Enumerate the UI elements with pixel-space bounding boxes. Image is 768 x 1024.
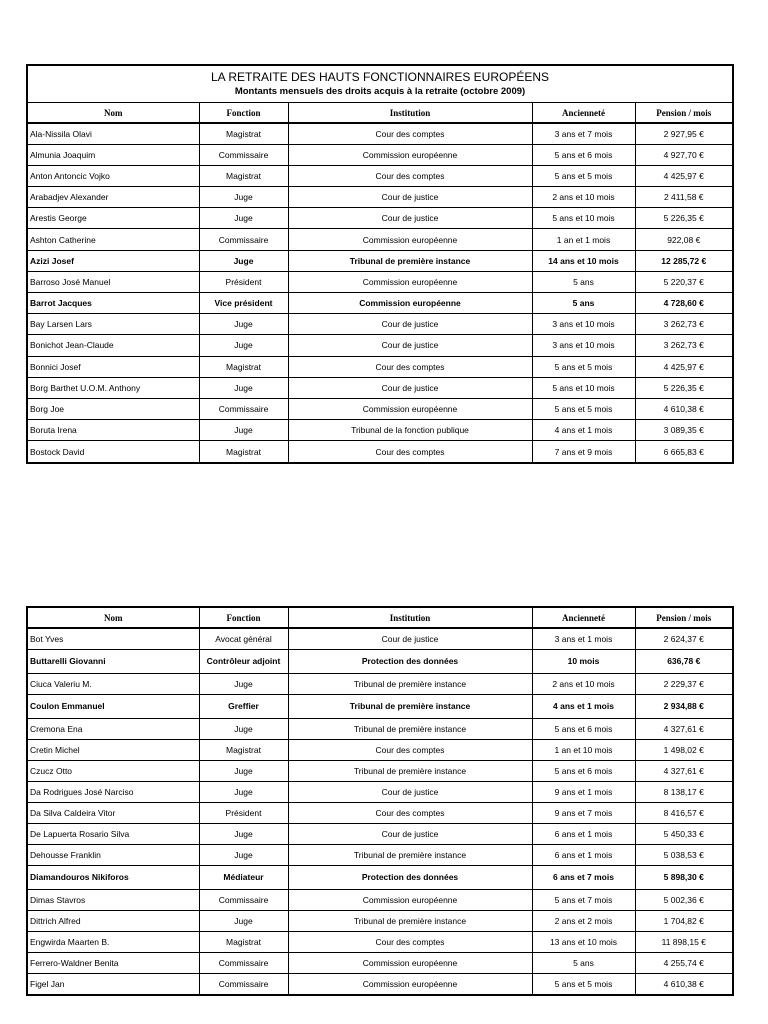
table-row: [28, 889, 732, 910]
cell-nom: Dehousse Franklin: [28, 844, 199, 865]
cell-anciennete: 5 ans et 6 mois: [532, 718, 635, 739]
cell-fonction: Magistrat: [199, 165, 288, 186]
cell-fonction: Juge: [199, 823, 288, 844]
cell-pension: 3 262,73 €: [635, 314, 732, 335]
cell-nom: Cremona Ena: [28, 718, 199, 739]
table-2-container: [26, 606, 734, 996]
cell-pension: 2 927,95 €: [635, 123, 732, 144]
table-row: [28, 250, 732, 271]
cell-fonction: Magistrat: [199, 931, 288, 952]
cell-institution: Commission européenne: [288, 889, 532, 910]
cell-pension: 4 425,97 €: [635, 356, 732, 377]
cell-anciennete: 9 ans et 1 mois: [532, 781, 635, 802]
cell-fonction: Magistrat: [199, 356, 288, 377]
cell-anciennete: 3 ans et 1 mois: [532, 628, 635, 649]
table-row: [28, 187, 732, 208]
cell-pension: 2 624,37 €: [635, 628, 732, 649]
header-pension: Pension / mois: [635, 103, 732, 123]
cell-anciennete: 3 ans et 10 mois: [532, 314, 635, 335]
header-row: [28, 103, 732, 123]
cell-nom: Bot Yves: [30, 633, 64, 644]
cell-pension: 2 229,37 €: [635, 673, 732, 694]
cell-fonction: Juge: [199, 781, 288, 802]
cell-anciennete: 14 ans et 10 mois: [532, 250, 635, 271]
cell-institution: Commission européenne: [288, 952, 532, 973]
cell-fonction: Médiateur: [199, 865, 288, 889]
cell-fonction: Juge: [199, 208, 288, 229]
cell-fonction: Président: [199, 271, 288, 292]
cell-anciennete: 5 ans: [532, 293, 635, 314]
cell-fonction: Commissaire: [199, 952, 288, 973]
cell-anciennete: 5 ans et 6 mois: [532, 144, 635, 165]
cell-fonction: Juge: [199, 250, 288, 271]
cell-pension: 4 610,38 €: [635, 973, 732, 994]
table-row: [28, 293, 732, 314]
cell-anciennete: 3 ans et 10 mois: [532, 335, 635, 356]
table-row: [28, 649, 732, 673]
cell-pension: 2 934,88 €: [635, 694, 732, 718]
table-1-container: [26, 64, 734, 464]
cell-fonction: Vice président: [199, 293, 288, 314]
pension-table-1: [28, 103, 732, 462]
cell-nom: Engwirda Maarten B.: [28, 931, 199, 952]
cell-institution: Tribunal de première instance: [288, 760, 532, 781]
cell-anciennete: 5 ans et 10 mois: [532, 208, 635, 229]
cell-nom: Barrot Jacques: [28, 293, 199, 314]
cell-anciennete: 6 ans et 1 mois: [532, 844, 635, 865]
table-row: [28, 123, 732, 144]
cell-fonction: Commissaire: [199, 889, 288, 910]
cell-nom: Bonichot Jean-Claude: [28, 335, 199, 356]
cell-nom: De Lapuerta Rosario Silva: [28, 823, 199, 844]
cell-institution: Cour de justice: [288, 377, 532, 398]
cell-fonction: Juge: [199, 420, 288, 441]
cell-institution: Commission européenne: [288, 293, 532, 314]
cell-fonction: Greffier: [199, 694, 288, 718]
cell-pension: 1 704,82 €: [635, 910, 732, 931]
cell-fonction: Juge: [199, 844, 288, 865]
cell-pension: 6 665,83 €: [635, 441, 732, 462]
cell-institution: Cour de justice: [288, 628, 532, 649]
cell-nom: Bonnici Josef: [28, 356, 199, 377]
cell-fonction: Magistrat: [199, 123, 288, 144]
cell-pension: 4 255,74 €: [635, 952, 732, 973]
cell-pension: 922,08 €: [635, 229, 732, 250]
header-institution: Institution: [288, 608, 532, 628]
cell-institution: Commission européenne: [288, 144, 532, 165]
cell-fonction: Juge: [199, 760, 288, 781]
cell-nom: Barroso José Manuel: [28, 271, 199, 292]
cell-fonction: Commissaire: [199, 973, 288, 994]
table-row: [28, 377, 732, 398]
cell-institution: Protection des données: [288, 865, 532, 889]
cell-fonction: Avocat général: [199, 628, 288, 649]
table-row: [28, 271, 732, 292]
cell-fonction: Juge: [199, 673, 288, 694]
cell-pension: 8 416,57 €: [635, 802, 732, 823]
cell-nom: Da Silva Caldeira Vitor: [28, 802, 199, 823]
cell-institution: Cour des comptes: [288, 165, 532, 186]
pension-table-2: [28, 608, 732, 994]
cell-anciennete: 5 ans: [532, 271, 635, 292]
cell-nom: Borg Barthet U.O.M. Anthony: [28, 377, 199, 398]
cell-institution: Cour des comptes: [288, 441, 532, 462]
cell-pension: 5 038,53 €: [635, 844, 732, 865]
cell-anciennete: 5 ans et 5 mois: [532, 398, 635, 419]
cell-anciennete: 5 ans et 5 mois: [532, 973, 635, 994]
cell-institution: Cour de justice: [288, 314, 532, 335]
cell-pension: 5 226,35 €: [635, 377, 732, 398]
cell-nom: Dittrich Alfred: [28, 910, 199, 931]
header-anciennete: Ancienneté: [532, 608, 635, 628]
header-anciennete: Ancienneté: [532, 103, 635, 123]
table-1-body: [28, 123, 732, 462]
table-row: [28, 865, 732, 889]
cell-institution: Commission européenne: [288, 973, 532, 994]
cell-nom: Arabadjev Alexander: [28, 187, 199, 208]
cell-institution: Tribunal de première instance: [288, 844, 532, 865]
table-row: [28, 673, 732, 694]
cell-fonction: Juge: [199, 377, 288, 398]
cell-nom: Coulon Emmanuel: [28, 694, 199, 718]
cell-pension: 12 285,72 €: [635, 250, 732, 271]
table-row: [28, 628, 732, 649]
cell-anciennete: 10 mois: [532, 649, 635, 673]
cell-institution: Cour de justice: [288, 187, 532, 208]
table-row: [28, 802, 732, 823]
cell-pension: 5 450,33 €: [635, 823, 732, 844]
table-row: [28, 356, 732, 377]
cell-fonction: Magistrat: [199, 441, 288, 462]
cell-anciennete: 2 ans et 10 mois: [532, 673, 635, 694]
cell-pension: 4 327,61 €: [635, 718, 732, 739]
cell-fonction: Commissaire: [199, 229, 288, 250]
table-row: [28, 910, 732, 931]
cell-nom: Ferrero-Waldner Benita: [28, 952, 199, 973]
table-2-body: [28, 628, 732, 994]
cell-pension: 4 425,97 €: [635, 165, 732, 186]
cell-pension: 3 089,35 €: [635, 420, 732, 441]
table-row: [28, 314, 732, 335]
header-fonction: Fonction: [199, 608, 288, 628]
cell-institution: Cour de justice: [288, 781, 532, 802]
table-row: [28, 441, 732, 462]
cell-pension: 8 138,17 €: [635, 781, 732, 802]
cell-pension: 5 226,35 €: [635, 208, 732, 229]
cell-institution: Cour des comptes: [288, 123, 532, 144]
cell-institution: Protection des données: [288, 649, 532, 673]
cell-fonction: Président: [199, 802, 288, 823]
cell-nom: Azizi Josef: [28, 250, 199, 271]
header-pension: Pension / mois: [635, 608, 732, 628]
cell-nom: Ala-Nissila Olavi: [30, 128, 92, 139]
table-row: [28, 760, 732, 781]
cell-institution: Tribunal de première instance: [288, 694, 532, 718]
header-fonction: Fonction: [199, 103, 288, 123]
table-row: [28, 952, 732, 973]
table-row: [28, 931, 732, 952]
cell-fonction: Contrôleur adjoint: [199, 649, 288, 673]
cell-nom: Ciuca Valeriu M.: [28, 673, 199, 694]
cell-nom: Almunia Joaquim: [28, 144, 199, 165]
cell-fonction: Juge: [199, 910, 288, 931]
cell-pension: 4 610,38 €: [635, 398, 732, 419]
cell-pension: 636,78 €: [635, 649, 732, 673]
table-row: [28, 208, 732, 229]
cell-fonction: Juge: [199, 187, 288, 208]
cell-pension: 11 898,15 €: [635, 931, 732, 952]
cell-pension: 4 927,70 €: [635, 144, 732, 165]
title-block: [28, 66, 732, 103]
cell-anciennete: 2 ans et 10 mois: [532, 187, 635, 208]
table-row: [28, 973, 732, 994]
cell-pension: 3 262,73 €: [635, 335, 732, 356]
cell-nom: Figel Jan: [28, 973, 199, 994]
cell-institution: Cour de justice: [288, 823, 532, 844]
cell-nom: Borg Joe: [28, 398, 199, 419]
cell-nom: Dimas Stavros: [28, 889, 199, 910]
cell-fonction: Juge: [199, 314, 288, 335]
cell-institution: Tribunal de première instance: [288, 673, 532, 694]
cell-pension: 5 002,36 €: [635, 889, 732, 910]
cell-anciennete: 4 ans et 1 mois: [532, 420, 635, 441]
cell-institution: Cour des comptes: [288, 739, 532, 760]
cell-institution: Cour des comptes: [288, 802, 532, 823]
cell-institution: Cour de justice: [288, 208, 532, 229]
cell-institution: Tribunal de la fonction publique: [288, 420, 532, 441]
cell-nom: Czucz Otto: [28, 760, 199, 781]
cell-anciennete: 9 ans et 7 mois: [532, 802, 635, 823]
cell-nom: Cretin Michel: [28, 739, 199, 760]
cell-anciennete: 13 ans et 10 mois: [532, 931, 635, 952]
page-title: LA RETRAITE DES HAUTS FONCTIONNAIRES EUROPÉENS: [210, 70, 550, 84]
cell-pension: 5 898,30 €: [635, 865, 732, 889]
cell-anciennete: 5 ans et 6 mois: [532, 760, 635, 781]
cell-anciennete: 5 ans et 7 mois: [532, 889, 635, 910]
cell-nom: Arestis George: [28, 208, 199, 229]
cell-institution: Tribunal de première instance: [288, 250, 532, 271]
cell-fonction: Commissaire: [199, 144, 288, 165]
cell-pension: 1 498,02 €: [635, 739, 732, 760]
cell-anciennete: 1 an et 10 mois: [532, 739, 635, 760]
table-row: [28, 144, 732, 165]
cell-institution: Commission européenne: [288, 398, 532, 419]
cell-anciennete: 5 ans et 5 mois: [532, 165, 635, 186]
table-row: [28, 694, 732, 718]
cell-institution: Cour des comptes: [288, 931, 532, 952]
cell-anciennete: 4 ans et 1 mois: [532, 694, 635, 718]
page-subtitle: Montants mensuels des droits acquis à la retraite (octobre 2009): [234, 86, 526, 97]
cell-institution: Commission européenne: [288, 271, 532, 292]
table-row: [28, 335, 732, 356]
header-institution: Institution: [288, 103, 532, 123]
table-row: [28, 229, 732, 250]
cell-institution: Tribunal de première instance: [288, 910, 532, 931]
header-nom: Nom: [28, 103, 199, 123]
cell-institution: Cour des comptes: [288, 356, 532, 377]
cell-pension: 4 327,61 €: [635, 760, 732, 781]
table-row: [28, 398, 732, 419]
cell-institution: Tribunal de première instance: [288, 718, 532, 739]
cell-fonction: Commissaire: [199, 398, 288, 419]
cell-anciennete: 3 ans et 7 mois: [532, 123, 635, 144]
cell-fonction: Juge: [199, 335, 288, 356]
cell-anciennete: 5 ans: [532, 952, 635, 973]
cell-anciennete: 6 ans et 7 mois: [532, 865, 635, 889]
cell-pension: 4 728,60 €: [635, 293, 732, 314]
cell-anciennete: 7 ans et 9 mois: [532, 441, 635, 462]
cell-nom: Boruta Irena: [28, 420, 199, 441]
cell-pension: 2 411,58 €: [635, 187, 732, 208]
cell-anciennete: 2 ans et 2 mois: [532, 910, 635, 931]
table-row: [28, 781, 732, 802]
cell-nom: Bostock David: [28, 441, 199, 462]
cell-fonction: Juge: [199, 718, 288, 739]
cell-anciennete: 1 an et 1 mois: [532, 229, 635, 250]
cell-institution: Commission européenne: [288, 229, 532, 250]
cell-nom: Da Rodrigues José Narciso: [28, 781, 199, 802]
cell-fonction: Magistrat: [199, 739, 288, 760]
cell-institution: Cour de justice: [288, 335, 532, 356]
cell-nom: Diamandouros Nikiforos: [28, 865, 199, 889]
header-row: [28, 608, 732, 628]
cell-nom: Ashton Catherine: [28, 229, 199, 250]
cell-anciennete: 5 ans et 5 mois: [532, 356, 635, 377]
header-nom: Nom: [28, 608, 199, 628]
table-row: [28, 165, 732, 186]
cell-anciennete: 5 ans et 10 mois: [532, 377, 635, 398]
cell-nom: Bay Larsen Lars: [28, 314, 199, 335]
cell-nom: Buttarelli Giovanni: [28, 649, 199, 673]
table-row: [28, 823, 732, 844]
table-row: [28, 739, 732, 760]
table-row: [28, 420, 732, 441]
cell-pension: 5 220,37 €: [635, 271, 732, 292]
table-row: [28, 844, 732, 865]
cell-anciennete: 6 ans et 1 mois: [532, 823, 635, 844]
table-row: [28, 718, 732, 739]
cell-nom: Anton Antoncic Vojko: [28, 165, 199, 186]
